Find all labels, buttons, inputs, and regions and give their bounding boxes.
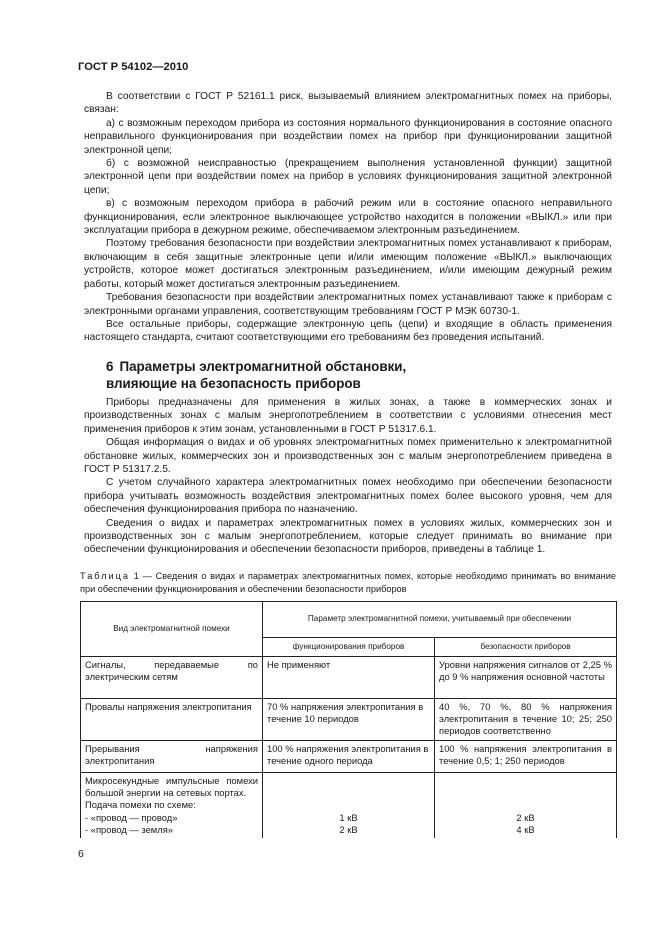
page-number: 6 <box>78 848 84 860</box>
cell-safety <box>435 773 617 839</box>
scheme-line-line: - «провод — провод» <box>85 811 178 823</box>
impulse-desc: Микросекундные импульсные помехи большой энергии на сетевых портах. <box>85 775 258 799</box>
section-title-line2: влияющие на безопасность приборов <box>106 376 361 391</box>
paragraph: Общая информация о видах и об уровнях электромагнитных помех применительно к электромагнитной обстановке жилых, коммерческих зон и производственных зон с малым энергопотреблением приведена в ГОСТ Р 51317.2.5. <box>84 437 612 476</box>
value-line-earth: 4 кВ <box>516 823 535 835</box>
cell-func: 70 % напряжения электропитания в течение 10 периодов <box>263 699 435 741</box>
header-parameter: Параметр электромагнитной помехи, учитываемый при обеспечении <box>263 602 617 638</box>
intro-text <box>84 90 612 345</box>
table-row <box>81 699 617 741</box>
header-disturbance-type: Вид электромагнитной помехи <box>81 602 263 657</box>
value-line-line: 2 кВ <box>516 811 535 823</box>
paragraph: Требования безопасности при воздействии электромагнитных помех устанавливают также к приборам с электронными органами управления, соответствующим требованиям ГОСТ Р МЭК 60730-1. <box>84 292 612 317</box>
paragraph: в) с возможным переходом прибора в рабочий режим или в состояние опасного неправильного функционирования, если электронное выключающее устройство находится в положении «ВЫКЛ.» или при эксплуатации прибора в дежурном режиме, обеспечиваемом электронным разъединением. <box>84 198 612 237</box>
table-caption-label: Таблица <box>80 571 131 581</box>
cell-type: Прерывания напряжения электропитания <box>81 741 263 773</box>
paragraph: Сведения о видах и параметрах электромагнитных помех в условиях жилых, коммерческих зон и производственных зон с малым энергопотреблением, которые следует принимать во внимание при обеспечении функционирования и обеспечении безопасности приборов, приведены в таблице 1. <box>84 517 612 556</box>
paragraph: Поэтому требования безопасности при воздействии электромагнитных помех устанавливают к приборам, включающим в себя защитные электронные цепи и/или имеющим положение «ВЫКЛ.» выключающих устройств, которое может достигаться электронным разъединением, и/или имеющим дежурный режим работы, который может достигаться электронным разъединением. <box>84 238 612 290</box>
cell-func <box>263 773 435 839</box>
value-line-line: 1 кВ <box>339 811 358 823</box>
document-header: ГОСТ Р 54102—2010 <box>78 61 189 73</box>
cell-type: Сигналы, передаваемые по электрическим сетям <box>81 657 263 699</box>
paragraph: б) с возможной неисправностью (прекращением выполнения установленной функции) защитной электронной цепи при воздействии помех на прибор в условиях функционирования защитной электронной цепи; <box>84 158 612 196</box>
table-row <box>81 741 617 773</box>
cell-safety: Уровни напряжения сигналов от 2,25 % до 9 % напряжения основной частоты <box>435 657 617 699</box>
cell-safety: 100 % напряжения электропитания в течение 0,5; 1; 250 периодов <box>435 741 617 773</box>
paragraph: С учетом случайного характера электромагнитных помех необходимо при обеспечении безопасности прибора учитывать возможность воздействия электромагнитных помех более высокого уровня, чем для обеспечения функционирования прибора по назначению. <box>84 477 612 516</box>
table-row <box>81 657 617 699</box>
scheme-line-earth: - «провод — земля» <box>85 823 173 835</box>
scheme-label: Подача помехи по схеме: <box>85 799 196 811</box>
cell-type: Провалы напряжения электропитания <box>81 699 263 741</box>
paragraph: В соответствии с ГОСТ Р 52161.1 риск, вызываемый влиянием электромагнитных помех на приборы, связан: <box>84 91 612 116</box>
section-text <box>84 396 612 557</box>
emi-parameters-table <box>80 601 617 838</box>
cell-func: 100 % напряжения электропитания в течение одного периода <box>263 741 435 773</box>
table-caption <box>80 570 616 595</box>
paragraph: Приборы предназначены для применения в жилых зонах, а также в коммерческих зонах и производственных зонах с малым энергопотреблением в соответствии с условиями отнесения мест применения приборов к этим зонам, установленными в ГОСТ Р 51317.6.1. <box>84 397 612 435</box>
cell-func: Не применяют <box>263 657 435 699</box>
header-functioning: функционирования приборов <box>263 638 435 657</box>
table-row <box>81 773 617 839</box>
value-line-earth: 2 кВ <box>339 823 358 835</box>
section-title-line1: Параметры электромагнитной обстановки, <box>119 359 407 374</box>
header-safety: безопасности приборов <box>435 638 617 657</box>
paragraph: а) с возможным переходом прибора из состояния нормального функционирования в состояние опасного неправильного функционирования при воздействии помех на прибор при функционировании защитной электронной цепи; <box>84 117 612 156</box>
paragraph: Все остальные приборы, содержащие электронную цепь (цепи) и входящие в область применения настоящего стандарта, считают соответствующими его требованиям без проведения испытаний. <box>84 318 612 344</box>
section-number: 6 <box>106 359 114 374</box>
section-heading <box>106 358 606 392</box>
cell-safety: 40 %, 70 %, 80 % напряжения электропитания в течение 10; 25; 250 периодов соответственно <box>435 699 617 741</box>
cell-type <box>81 773 263 839</box>
table-caption-text: 1 — Сведения о видах и параметрах электромагнитных помех, которые необходимо принимать во внимание при обеспечении функционирования и обеспечении безопасности приборов <box>80 571 616 594</box>
